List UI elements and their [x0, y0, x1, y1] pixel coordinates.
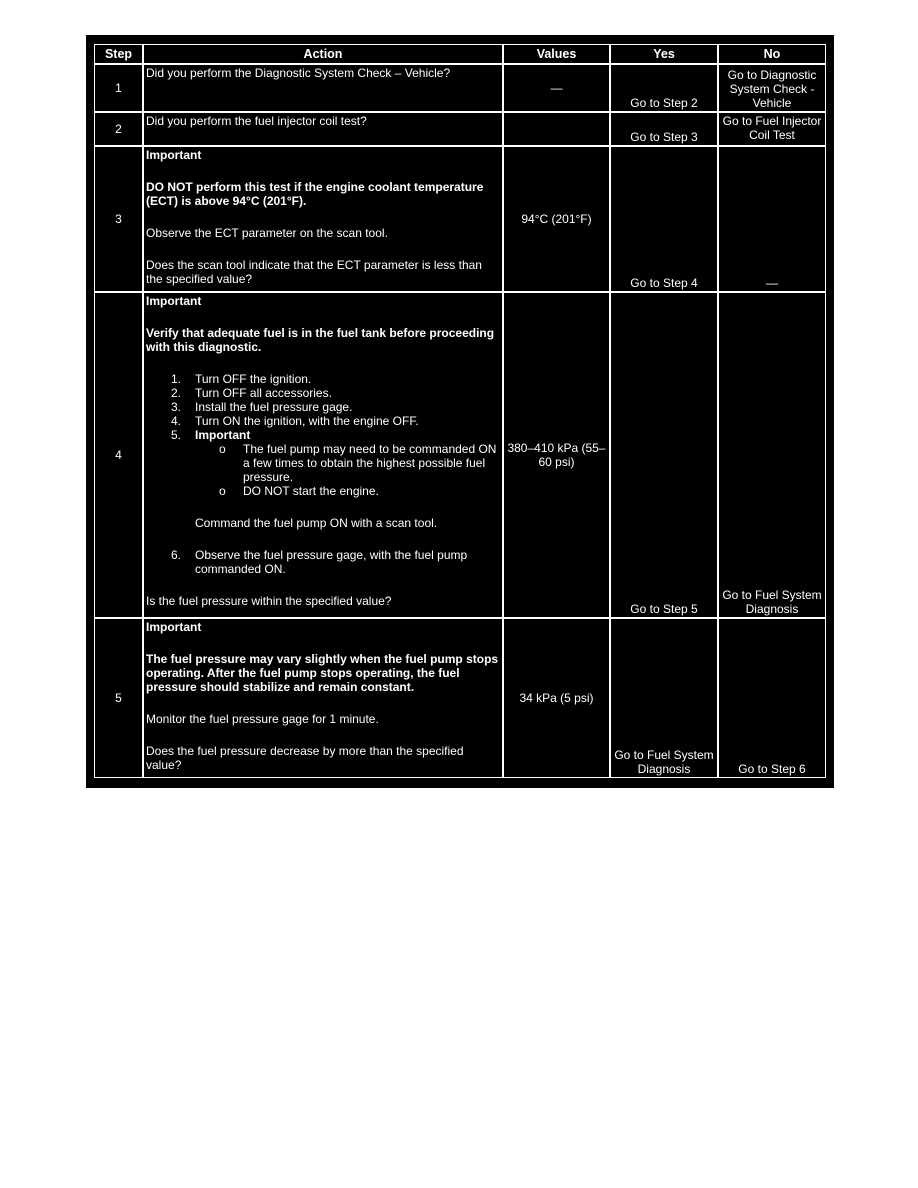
value-cell: 94°C (201°F)	[503, 146, 610, 292]
table-header-row	[94, 44, 826, 64]
action-cell	[143, 292, 503, 618]
header-no: No	[718, 44, 826, 64]
table-row	[94, 292, 826, 618]
step-number: 4	[94, 292, 143, 618]
important-text: The fuel pressure may vary slightly when the fuel pump stops operating. After the fuel pump stops operating, the fuel pressure should stabilize and remain constant.	[146, 652, 499, 694]
important-label: Important	[146, 294, 202, 308]
bullet-icon: o	[219, 484, 226, 498]
procedure-list-continued	[146, 548, 500, 576]
question-text: Is the fuel pressure within the specified value?	[146, 594, 392, 608]
step-number: 5	[94, 618, 143, 778]
table-row	[94, 112, 826, 146]
question-text: Does the fuel pressure decrease by more than the specified value?	[146, 744, 464, 772]
yes-cell: Go to Step 4	[610, 146, 718, 292]
table-row	[94, 146, 826, 292]
list-item: 6. Observe the fuel pressure gage, with the fuel pump commanded ON.	[171, 548, 468, 576]
value-cell: 380–410 kPa (55–60 psi)	[503, 292, 610, 618]
value-cell: —	[503, 64, 610, 112]
no-cell: —	[718, 146, 826, 292]
value-cell: 34 kPa (5 psi)	[503, 618, 610, 778]
yes-cell: Go to Step 2	[610, 64, 718, 112]
no-cell: Go to Step 6	[718, 618, 826, 778]
no-cell: Go to Fuel System Diagnosis	[718, 292, 826, 618]
yes-cell: Go to Fuel System Diagnosis	[610, 618, 718, 778]
list-item: 4. Turn ON the ignition, with the engine OFF.	[171, 414, 419, 428]
action-cell	[143, 64, 503, 112]
diagnostic-table	[94, 44, 826, 778]
list-item: 3. Install the fuel pressure gage.	[171, 400, 353, 414]
value-cell	[503, 112, 610, 146]
action-cell	[143, 146, 503, 292]
yes-cell: Go to Step 5	[610, 292, 718, 618]
no-cell: Go to Diagnostic System Check - Vehicle	[718, 64, 826, 112]
list-item: 5. Important	[171, 428, 251, 442]
list-item: o The fuel pump may need to be commanded ON a few times to obtain the highest possible fuel pressure.	[219, 442, 497, 484]
table-row	[94, 618, 826, 778]
important-bullet-list	[146, 442, 500, 498]
action-cell	[143, 618, 503, 778]
header-action: Action	[143, 44, 503, 64]
step-number: 1	[94, 64, 143, 112]
procedure-list	[146, 372, 500, 442]
important-text: DO NOT perform this test if the engine coolant temperature (ECT) is above 94°C (201°F).	[146, 180, 484, 208]
question-text: Did you perform the fuel injector coil test?	[146, 114, 367, 128]
header-step: Step	[94, 44, 143, 64]
yes-cell: Go to Step 3	[610, 112, 718, 146]
instruction-text: Observe the ECT parameter on the scan tool.	[146, 226, 388, 240]
action-cell	[143, 112, 503, 146]
important-label: Important	[146, 620, 202, 634]
list-item: 2. Turn OFF all accessories.	[171, 386, 332, 400]
important-label: Important	[146, 148, 202, 162]
list-item: o DO NOT start the engine.	[219, 484, 379, 498]
important-text: Verify that adequate fuel is in the fuel tank before proceeding with this diagnostic.	[146, 326, 495, 354]
bullet-icon: o	[219, 442, 226, 456]
no-cell: Go to Fuel Injector Coil Test	[718, 112, 826, 146]
table-row	[94, 64, 826, 112]
instruction-text: Monitor the fuel pressure gage for 1 minute.	[146, 712, 379, 726]
step-number: 3	[94, 146, 143, 292]
header-yes: Yes	[610, 44, 718, 64]
list-item: 1. Turn OFF the ignition.	[171, 372, 312, 386]
step-number: 2	[94, 112, 143, 146]
header-values: Values	[503, 44, 610, 64]
question-text: Did you perform the Diagnostic System Check – Vehicle?	[146, 66, 451, 80]
command-text: Command the fuel pump ON with a scan tool.	[195, 516, 438, 530]
question-text: Does the scan tool indicate that the ECT parameter is less than the specified value?	[146, 258, 482, 286]
